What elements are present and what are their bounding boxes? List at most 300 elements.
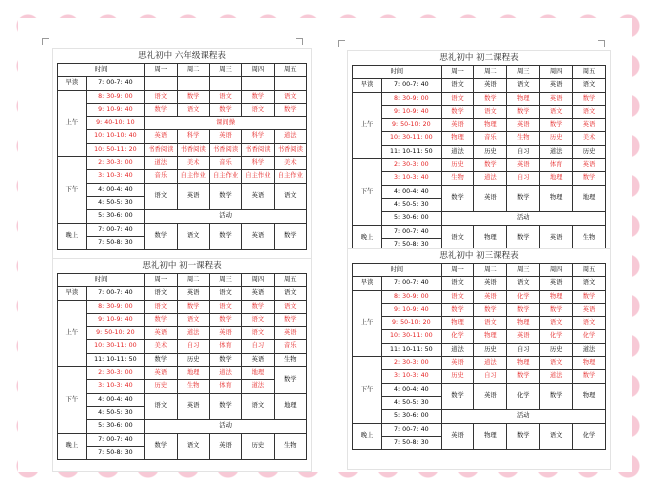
header-time: 时间 (58, 274, 145, 287)
course-cell: 自主作业 (274, 170, 306, 183)
course-cell: 英语 (209, 130, 241, 143)
course-cell: 化学 (441, 330, 474, 343)
course-cell: 音乐 (209, 157, 241, 170)
course-cell: 化学 (507, 290, 540, 303)
table-row (353, 317, 606, 330)
course-cell: 数学 (145, 313, 177, 326)
header-day: 周四 (540, 66, 573, 79)
time-cell: 4: 50-5: 30 (382, 396, 441, 409)
header-day: 周三 (209, 64, 241, 77)
course-cell: 地理 (540, 172, 573, 185)
course-cell: 自主作业 (242, 170, 274, 183)
activity-cell: 活动 (145, 210, 307, 223)
table-row (58, 90, 307, 103)
course-cell: 道法 (573, 343, 606, 356)
schedule-title: 思礼初中 初三课程表 (439, 251, 519, 261)
course-cell: 物理 (474, 225, 507, 252)
course-cell: 道法 (540, 370, 573, 383)
table-row (58, 117, 307, 130)
course-cell: 体育 (209, 340, 241, 353)
course-cell: 道法 (177, 327, 209, 340)
header-day: 周一 (145, 64, 177, 77)
table-row (58, 353, 307, 366)
course-cell: 语文 (145, 393, 177, 420)
table-row (58, 393, 307, 406)
time-cell: 4: 00-4: 40 (382, 185, 441, 198)
document-area (20, 20, 630, 470)
header-day: 周五 (274, 64, 306, 77)
course-cell: 数学 (242, 300, 274, 313)
course-cell: 化学 (573, 330, 606, 343)
course-cell: 道法 (474, 172, 507, 185)
table-row (58, 300, 307, 313)
time-cell: 2: 30-3: 00 (86, 367, 145, 380)
table-row (58, 313, 307, 326)
header-day: 周三 (507, 264, 540, 277)
page-grade7 (52, 258, 312, 472)
time-cell: 7: 50-8: 30 (382, 238, 441, 251)
time-cell: 3: 10-3: 40 (382, 370, 441, 383)
course-cell: 地理 (177, 367, 209, 380)
header-day: 周一 (145, 274, 177, 287)
schedule-table (57, 63, 307, 250)
period-label: 晚上 (58, 223, 87, 250)
time-cell: 10: 10-10: 40 (86, 130, 145, 143)
course-cell: 物理 (573, 383, 606, 410)
time-cell: 4: 00-4: 40 (86, 393, 145, 406)
time-cell: 7: 50-8: 30 (382, 436, 441, 449)
course-cell: 生物 (177, 380, 209, 393)
course-cell: 书香阅读 (242, 143, 274, 156)
page-grade9 (347, 248, 611, 470)
course-cell: 英语 (145, 367, 177, 380)
course-cell: 英语 (507, 330, 540, 343)
course-cell: 数学 (274, 367, 306, 394)
course-cell: 语文 (540, 423, 573, 450)
course-cell: 自习 (507, 343, 540, 356)
header-day: 周五 (573, 66, 606, 79)
time-cell: 9: 10-9: 40 (86, 103, 145, 116)
course-cell: 化学 (507, 383, 540, 410)
header-day: 周四 (242, 274, 274, 287)
course-cell: 语文 (177, 103, 209, 116)
table-row (58, 77, 307, 90)
table-row (58, 287, 307, 300)
course-cell: 历史 (474, 145, 507, 158)
course-cell: 自习 (507, 172, 540, 185)
course-cell: 英语 (474, 185, 507, 212)
time-cell: 4: 50-5: 30 (382, 198, 441, 211)
course-cell: 历史 (540, 343, 573, 356)
period-label: 晚上 (58, 433, 87, 460)
time-cell: 2: 30-3: 00 (86, 157, 145, 170)
time-cell: 2: 30-3: 00 (382, 357, 441, 370)
course-cell (177, 77, 209, 90)
period-label: 下午 (58, 367, 87, 433)
course-cell: 体育 (540, 159, 573, 172)
time-cell: 2: 30-3: 00 (382, 159, 441, 172)
course-cell: 历史 (573, 145, 606, 158)
course-cell: 生物 (274, 353, 306, 366)
course-cell: 英语 (474, 79, 507, 92)
course-cell: 数学 (474, 92, 507, 105)
time-cell: 7: 00-7: 40 (86, 433, 145, 446)
time-cell: 11: 10-11: 50 (382, 343, 441, 356)
time-cell: 7: 00-7: 40 (382, 79, 441, 92)
table-row (353, 132, 606, 145)
table-row (58, 223, 307, 236)
course-cell: 历史 (540, 132, 573, 145)
course-cell: 英语 (474, 277, 507, 290)
course-cell: 语文 (540, 105, 573, 118)
course-cell: 道法 (242, 380, 274, 393)
course-cell: 生物 (573, 225, 606, 252)
course-cell: 英语 (474, 290, 507, 303)
course-cell: 美术 (145, 340, 177, 353)
course-cell: 物理 (507, 357, 540, 370)
course-cell: 语文 (242, 313, 274, 326)
course-cell: 科学 (177, 130, 209, 143)
course-cell: 数学 (507, 423, 540, 450)
course-cell: 道法 (209, 367, 241, 380)
course-cell: 美术 (177, 157, 209, 170)
course-cell: 数学 (474, 159, 507, 172)
table-row (58, 157, 307, 170)
course-cell: 英语 (573, 119, 606, 132)
course-cell: 书香阅读 (145, 143, 177, 156)
course-cell: 英语 (573, 303, 606, 316)
header-day: 周二 (177, 274, 209, 287)
course-cell: 数学 (507, 105, 540, 118)
table-row (58, 433, 307, 446)
course-cell: 语文 (145, 300, 177, 313)
header-row (353, 264, 606, 277)
table-row (58, 340, 307, 353)
table-row (353, 92, 606, 105)
time-cell: 10: 30-11: 00 (382, 132, 441, 145)
course-cell: 语文 (540, 357, 573, 370)
time-cell: 10: 50-11: 20 (86, 143, 145, 156)
course-cell: 物理 (441, 317, 474, 330)
course-cell: 自主作业 (177, 170, 209, 183)
time-cell: 9: 10-9: 40 (86, 313, 145, 326)
course-cell: 道法 (540, 145, 573, 158)
course-cell: 语文 (145, 183, 177, 210)
header-row (58, 274, 307, 287)
course-cell: 数学 (242, 90, 274, 103)
page-corner-mark (338, 40, 345, 47)
time-cell: 7: 00-7: 40 (86, 223, 145, 236)
course-cell: 数学 (209, 223, 241, 250)
time-cell: 4: 00-4: 40 (86, 183, 145, 196)
course-cell: 语文 (474, 317, 507, 330)
header-day: 周三 (209, 274, 241, 287)
table-row (353, 290, 606, 303)
course-cell: 道法 (145, 157, 177, 170)
time-cell: 7: 00-7: 40 (382, 423, 441, 436)
time-cell: 3: 10-3: 40 (86, 170, 145, 183)
course-cell: 美术 (274, 157, 306, 170)
course-cell: 数学 (507, 303, 540, 316)
course-cell: 英语 (441, 119, 474, 132)
course-cell: 英语 (242, 353, 274, 366)
course-cell: 语文 (209, 287, 241, 300)
course-cell: 数学 (540, 119, 573, 132)
header-day: 周五 (573, 264, 606, 277)
header-time: 时间 (353, 66, 442, 79)
course-cell: 体育 (209, 380, 241, 393)
table-row (58, 210, 307, 223)
period-label: 上午 (353, 290, 382, 356)
period-label: 晚上 (353, 423, 382, 450)
table-row (58, 380, 307, 393)
course-cell: 书香阅读 (209, 143, 241, 156)
header-row (353, 66, 606, 79)
course-cell: 书香阅读 (177, 143, 209, 156)
course-cell: 英语 (540, 92, 573, 105)
course-cell: 语文 (540, 317, 573, 330)
header-row (58, 64, 307, 77)
activity-cell: 课间操 (145, 117, 307, 130)
course-cell: 语文 (274, 300, 306, 313)
time-cell: 5: 30-6: 00 (382, 212, 441, 225)
time-cell: 5: 30-6: 00 (382, 410, 441, 423)
table-row (353, 383, 606, 396)
time-cell: 11: 10-11: 50 (86, 353, 145, 366)
time-cell: 7: 00-7: 40 (382, 277, 441, 290)
table-row (58, 143, 307, 156)
course-cell: 数学 (274, 223, 306, 250)
table-row (353, 277, 606, 290)
time-cell: 10: 30-11: 00 (382, 330, 441, 343)
course-cell: 音乐 (145, 170, 177, 183)
course-cell: 数学 (209, 103, 241, 116)
course-cell: 语文 (145, 287, 177, 300)
course-cell: 数学 (441, 105, 474, 118)
schedule-title: 思礼初中 初一课程表 (142, 261, 222, 271)
period-label: 早读 (353, 79, 382, 92)
course-cell: 数学 (507, 185, 540, 212)
course-cell (145, 77, 177, 90)
course-cell: 语文 (242, 103, 274, 116)
time-cell: 11: 10-11: 50 (382, 145, 441, 158)
time-cell: 9: 50-10: 20 (382, 317, 441, 330)
course-cell: 物理 (441, 132, 474, 145)
course-cell: 道法 (474, 357, 507, 370)
table-row (58, 170, 307, 183)
course-cell: 数学 (441, 303, 474, 316)
course-cell: 英语 (242, 183, 274, 210)
period-label: 晚上 (353, 225, 382, 252)
course-cell: 物理 (474, 330, 507, 343)
course-cell: 语文 (573, 277, 606, 290)
course-cell: 语文 (573, 317, 606, 330)
table-row (353, 343, 606, 356)
table-row (353, 225, 606, 238)
course-cell: 语文 (441, 277, 474, 290)
course-cell: 语文 (274, 90, 306, 103)
course-cell: 化学 (573, 423, 606, 450)
course-cell: 数学 (507, 225, 540, 252)
course-cell: 语文 (441, 79, 474, 92)
period-label: 上午 (58, 300, 87, 366)
course-cell: 语文 (209, 300, 241, 313)
table-row (58, 367, 307, 380)
course-cell: 生物 (274, 433, 306, 460)
table-row (58, 130, 307, 143)
course-cell: 物理 (540, 290, 573, 303)
course-cell: 英语 (274, 327, 306, 340)
table-row (353, 410, 606, 423)
course-cell: 语文 (274, 287, 306, 300)
schedule-title: 思礼初中 六年级课程表 (138, 51, 226, 61)
table-row (353, 370, 606, 383)
course-cell: 英语 (209, 433, 241, 460)
course-cell: 英语 (441, 357, 474, 370)
time-cell: 4: 50-5: 30 (86, 406, 145, 419)
period-label: 早读 (353, 277, 382, 290)
table-row (353, 172, 606, 185)
table-row (353, 159, 606, 172)
schedule-table (352, 263, 606, 450)
course-cell: 英语 (209, 327, 241, 340)
course-cell: 书香阅读 (274, 143, 306, 156)
course-cell: 语文 (177, 313, 209, 326)
course-cell: 语文 (441, 290, 474, 303)
time-cell: 7: 00-7: 40 (382, 225, 441, 238)
course-cell: 生物 (441, 172, 474, 185)
course-cell (209, 77, 241, 90)
period-label: 下午 (353, 357, 382, 423)
course-cell (242, 77, 274, 90)
page-corner-mark (296, 38, 303, 45)
table-row (353, 105, 606, 118)
time-cell: 9: 10-9: 40 (382, 303, 441, 316)
header-day: 周一 (441, 66, 474, 79)
course-cell: 英语 (507, 119, 540, 132)
time-cell: 4: 50-5: 30 (86, 196, 145, 209)
table-row (58, 103, 307, 116)
course-cell: 英语 (177, 183, 209, 210)
schedule-title: 思礼初中 初二课程表 (439, 53, 519, 63)
course-cell: 数学 (441, 383, 474, 410)
course-cell: 语文 (507, 277, 540, 290)
course-cell: 自习 (242, 340, 274, 353)
course-cell: 语文 (573, 79, 606, 92)
course-cell: 语文 (573, 105, 606, 118)
time-cell: 8: 30-9: 00 (382, 92, 441, 105)
time-cell: 9: 40-10: 10 (86, 117, 145, 130)
course-cell: 语文 (177, 433, 209, 460)
period-label: 上午 (353, 92, 382, 158)
page-corner-mark (42, 38, 49, 45)
course-cell: 数学 (573, 172, 606, 185)
time-cell: 9: 50-10: 20 (382, 119, 441, 132)
course-cell: 数学 (540, 383, 573, 410)
course-cell: 英语 (507, 159, 540, 172)
table-row (353, 212, 606, 225)
course-cell: 英语 (145, 130, 177, 143)
course-cell: 物理 (507, 317, 540, 330)
course-cell: 音乐 (474, 132, 507, 145)
time-cell: 4: 00-4: 40 (382, 383, 441, 396)
header-day: 周一 (441, 264, 474, 277)
time-cell: 7: 50-8: 30 (86, 236, 145, 249)
course-cell: 道法 (274, 130, 306, 143)
time-cell: 7: 00-7: 40 (86, 77, 145, 90)
course-cell: 数学 (474, 303, 507, 316)
course-cell: 自习 (177, 340, 209, 353)
course-cell: 历史 (145, 380, 177, 393)
time-cell: 8: 30-9: 00 (86, 90, 145, 103)
course-cell: 音乐 (274, 340, 306, 353)
header-day: 周四 (242, 64, 274, 77)
period-label: 早读 (58, 287, 87, 300)
course-cell: 语文 (474, 105, 507, 118)
header-day: 周三 (507, 66, 540, 79)
course-cell: 数学 (145, 223, 177, 250)
page-corner-mark (598, 40, 605, 47)
header-day: 周五 (274, 274, 306, 287)
activity-cell: 活动 (145, 420, 307, 433)
time-cell: 7: 50-8: 30 (86, 446, 145, 459)
course-cell: 历史 (441, 159, 474, 172)
course-cell: 语文 (441, 92, 474, 105)
course-cell: 语文 (209, 90, 241, 103)
course-cell: 数学 (274, 103, 306, 116)
course-cell: 英语 (573, 159, 606, 172)
course-cell: 英语 (474, 383, 507, 410)
course-cell: 科学 (242, 130, 274, 143)
table-row (353, 79, 606, 92)
course-cell: 化学 (540, 330, 573, 343)
course-cell: 数学 (540, 303, 573, 316)
course-cell: 自主作业 (209, 170, 241, 183)
course-cell: 数学 (145, 353, 177, 366)
course-cell: 语文 (441, 225, 474, 252)
course-cell: 物理 (573, 357, 606, 370)
course-cell: 物理 (540, 185, 573, 212)
course-cell: 数学 (209, 313, 241, 326)
course-cell: 数学 (274, 313, 306, 326)
header-day: 周二 (474, 66, 507, 79)
course-cell: 数学 (209, 183, 241, 210)
time-cell: 3: 10-3: 40 (382, 172, 441, 185)
table-row (353, 303, 606, 316)
course-cell: 自习 (507, 145, 540, 158)
table-row (58, 183, 307, 196)
course-cell: 英语 (540, 79, 573, 92)
time-cell: 9: 50-10: 20 (86, 327, 145, 340)
time-cell: 7: 00-7: 40 (86, 287, 145, 300)
table-row (353, 357, 606, 370)
schedule-table (57, 273, 307, 460)
course-cell: 语文 (242, 393, 274, 420)
time-cell: 8: 30-9: 00 (86, 300, 145, 313)
course-cell: 物理 (474, 423, 507, 450)
table-row (58, 327, 307, 340)
course-cell: 英语 (441, 423, 474, 450)
course-cell: 地理 (242, 367, 274, 380)
course-cell (274, 77, 306, 90)
course-cell: 科学 (242, 157, 274, 170)
course-cell: 数学 (441, 185, 474, 212)
time-cell: 5: 30-6: 00 (86, 420, 145, 433)
course-cell: 语文 (242, 327, 274, 340)
course-cell: 数学 (507, 370, 540, 383)
course-cell: 英语 (242, 287, 274, 300)
table-row (353, 119, 606, 132)
